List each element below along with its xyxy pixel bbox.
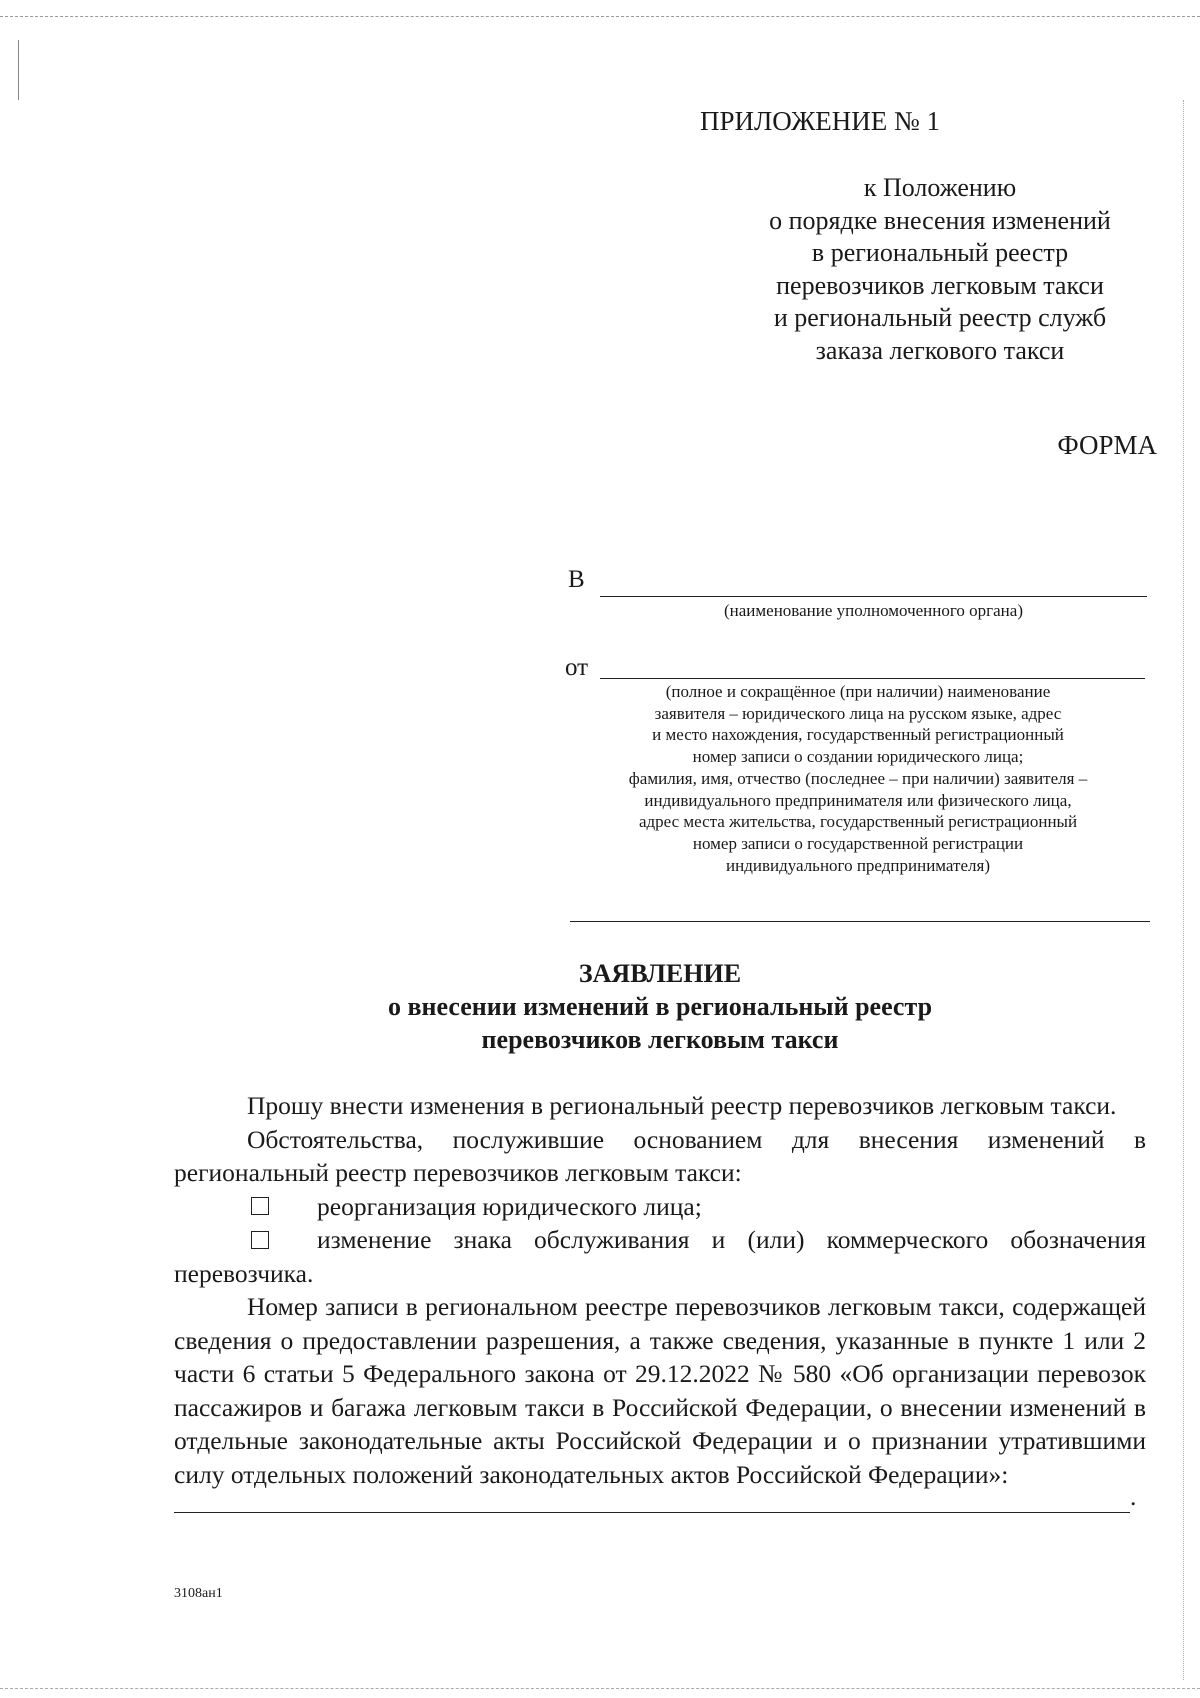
title-line: о внесении изменений в региональный реестр	[387, 992, 933, 1021]
from-hint-line: и место нахождения, государственный регистрационный	[652, 725, 1064, 745]
to-hint: (наименование уполномоченного органа)	[723, 601, 1023, 620]
appendix-title: ПРИЛОЖЕНИЕ № 1	[699, 106, 941, 136]
appendix-line: к Положению	[863, 173, 1017, 202]
record-number-field	[174, 1481, 1146, 1513]
option-reorganization-label: реорганизация юридического лица;	[317, 1191, 702, 1221]
paragraph-request: Прошу внести изменения в региональный реестр перевозчиков легковым такси.	[247, 1091, 1117, 1120]
document-title	[300, 957, 1020, 1056]
forma-label: ФОРМА	[1057, 430, 1157, 460]
from-hint-line: фамилия, имя, отчество (последнее – при наличии) заявителя –	[628, 768, 1088, 788]
document-body	[174, 1089, 1146, 1513]
option-trademark-label: изменение знака обслуживания и (или) коммерческого обозначения перевозчика.	[174, 1225, 1146, 1288]
appendix-line: перевозчиков легковым такси	[776, 270, 1104, 300]
appendix-line: в региональный реестр	[811, 238, 1069, 267]
from-hint-line: номер записи о создании юридического лица;	[692, 747, 1024, 767]
from-hint-line: индивидуального предпринимателя или физического лица,	[644, 790, 1072, 810]
appendix-reference	[740, 172, 1140, 367]
scan-edge-right	[1183, 100, 1184, 1680]
checkbox-reorganization[interactable]	[251, 1197, 269, 1215]
scan-edge-left	[18, 40, 19, 100]
to-fill-line[interactable]	[600, 596, 1147, 597]
end-period: .	[1130, 1481, 1137, 1511]
paragraph-circumstances: Обстоятельства, послужившие основанием для внесения изменений в региональный реестр перевозчиков легковым такси:	[174, 1124, 1146, 1187]
appendix-line: о порядке внесения изменений	[769, 205, 1111, 235]
scan-edge-bottom	[0, 1688, 1200, 1689]
record-number-fill-line[interactable]	[174, 1494, 1130, 1513]
appendix-line: заказа легкового такси	[815, 335, 1065, 365]
option-reorganization	[174, 1190, 1146, 1224]
from-hint-line: индивидуального предпринимателя)	[726, 855, 990, 875]
scan-edge-top	[0, 16, 1200, 17]
document-code: 3108ан1	[174, 1586, 223, 1601]
option-trademark	[174, 1223, 1146, 1290]
from-hint-line: адрес места жительства, государственный регистрационный	[638, 812, 1078, 832]
from-hint-line: номер записи о государственной регистрации	[692, 833, 1024, 853]
from-fill-line-2[interactable]	[570, 921, 1150, 922]
from-hint-line: заявителя – юридического лица на русском языке, адрес	[654, 703, 1062, 723]
from-label: от	[565, 654, 589, 681]
from-hint-line: (полное и сокращённое (при наличии) наименование	[665, 682, 1051, 701]
title-line: ЗАЯВЛЕНИЕ	[578, 959, 742, 988]
to-label: В	[568, 566, 585, 593]
paragraph-record-number: Номер записи в региональном реестре перевозчиков легковым такси, содержащей сведения о предоставлении разрешения, а также сведения, указанные в пункте 1 или 2 части 6 статьи 5 Федерального закона от 29.12.2022 № 580 «Об организации перевозок пассажиров и багажа легковым такси в Российской Федерации, о внесении изменений в отдельные законодательные акты Российской Федерации и о признании утратившими силу отдельных положений законодательных актов Российской Федерации»:	[174, 1292, 1146, 1489]
title-line: перевозчиков легковым такси	[481, 1025, 839, 1054]
from-fill-line[interactable]	[600, 678, 1145, 679]
from-hint	[568, 681, 1148, 876]
appendix-line: и региональный реестр служб	[773, 303, 1107, 332]
checkbox-trademark[interactable]	[251, 1231, 269, 1249]
